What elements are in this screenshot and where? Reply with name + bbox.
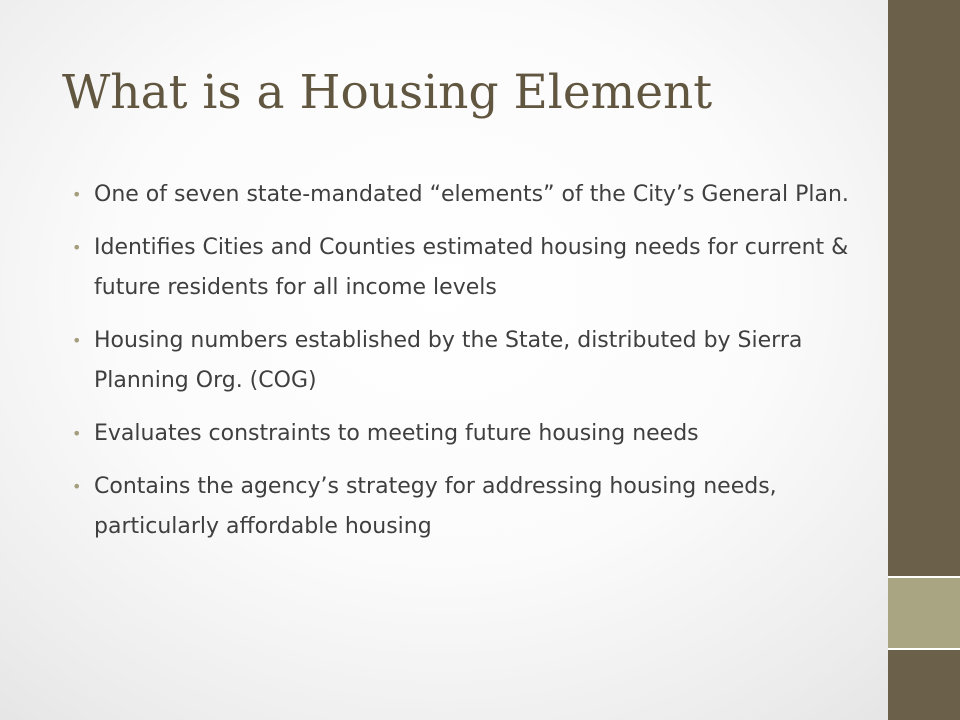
- bullet-item: [72, 175, 850, 215]
- bullet-text: Identifies Cities and Counties estimated housing needs for current & future residents for all income levels: [94, 235, 849, 300]
- bullet-item: [72, 467, 850, 547]
- sidebar-band-bottom: [888, 650, 960, 720]
- bullet-dot-icon: •: [72, 331, 82, 350]
- bullet-text: Contains the agency’s strategy for addressing housing needs, particularly affordable housing: [94, 474, 777, 539]
- bullet-dot-icon: •: [72, 238, 82, 257]
- bullet-dot-icon: •: [72, 185, 82, 204]
- bullet-dot-icon: •: [72, 424, 82, 443]
- slide-title: What is a Housing Element: [62, 65, 713, 120]
- bullet-text: Evaluates constraints to meeting future housing needs: [94, 421, 699, 446]
- bullet-text: One of seven state-mandated “elements” of the City’s General Plan.: [94, 182, 849, 207]
- decorative-sidebar: [888, 0, 960, 720]
- bullet-dot-icon: •: [72, 477, 82, 496]
- bullet-item: [72, 414, 850, 454]
- bullet-item: [72, 321, 850, 401]
- bullet-text: Housing numbers established by the State, distributed by Sierra Planning Org. (COG): [94, 328, 803, 393]
- sidebar-band-accent: [888, 578, 960, 648]
- sidebar-band-top: [888, 0, 960, 576]
- bullet-list: [72, 175, 850, 560]
- bullet-item: [72, 228, 850, 308]
